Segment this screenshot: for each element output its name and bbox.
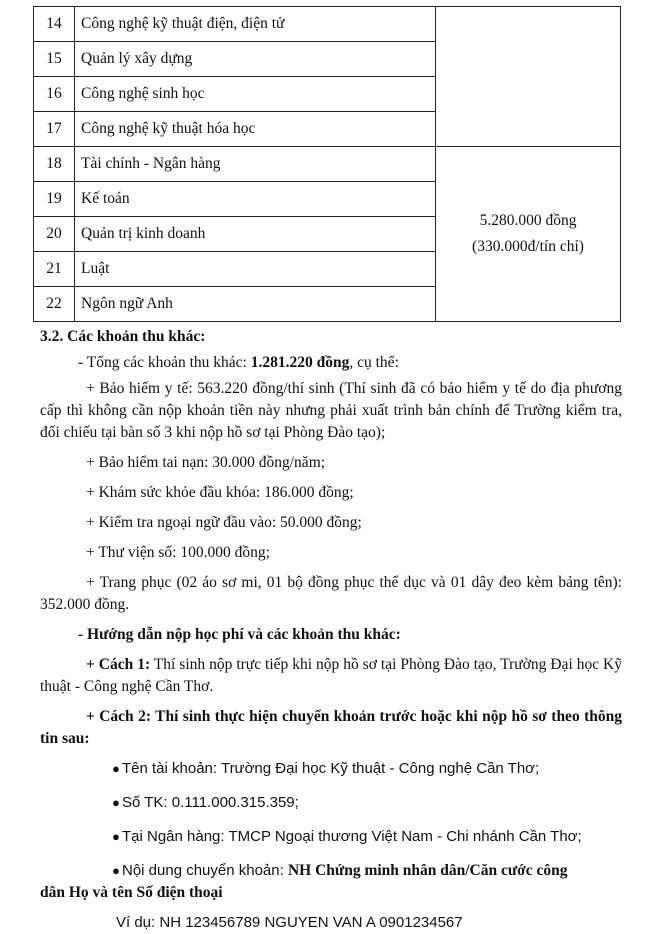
row-number: 21 (34, 252, 75, 287)
row-number: 15 (34, 42, 75, 77)
fee-table (33, 6, 621, 322)
health-insurance-item: + Bảo hiểm y tế: 563.220 đồng/thí sinh (Thí sinh đã có bảo hiểm y tế do địa phương cấp thì không cần nộp khoản tiền này nhưng phải xuất trình bản chính để Trường kiểm tra, đối chiếu tại bàn số 3 khi nộp hồ sơ tại Phòng Đào tạo); (40, 380, 622, 441)
major-name: Tài chính - Ngân hàng (75, 147, 436, 182)
row-number: 17 (34, 112, 75, 147)
major-name: Quản lý xây dựng (75, 42, 436, 77)
major-name: Công nghệ kỹ thuật điện, điện tử (75, 7, 436, 42)
fee-amount: 5.280.000 đồng (479, 211, 577, 229)
major-name: Luật (75, 252, 436, 287)
bullet-icon: ● (112, 863, 120, 878)
row-number: 19 (34, 182, 75, 217)
fee-per-credit: (330.000đ/tín chỉ) (472, 238, 584, 255)
total-amount: 1.281.220 đồng (250, 354, 350, 371)
bullet-transfer-content: ● Nội dung chuyển khoản: NH Chứng minh nhân dân/Căn cước công (40, 860, 622, 882)
row-number: 22 (34, 287, 75, 322)
bullet-icon: ● (112, 829, 120, 844)
payment-method-1: + Cách 1: Thí sinh nộp trực tiếp khi nộp hồ sơ tại Phòng Đào tạo, Trường Đại học Kỹ thuật - Công nghệ Cần Thơ. (40, 656, 622, 695)
row-number: 14 (34, 7, 75, 42)
health-checkup-item: + Khám sức khỏe đầu khóa: 186.000 đồng; (86, 484, 354, 501)
fee-cell-empty (436, 7, 621, 147)
major-name: Công nghệ sinh học (75, 77, 436, 112)
payment-guide-heading: - Hướng dẫn nộp học phí và các khoản thu khác: (78, 626, 401, 643)
section-heading: 3.2. Các khoản thu khác: (40, 328, 206, 345)
row-number: 16 (34, 77, 75, 112)
table-row (34, 147, 621, 182)
digital-library-item: + Thư viện số: 100.000 đồng; (86, 544, 270, 561)
bullet-account-number: ● Số TK: 0.111.000.315.359; (40, 792, 622, 814)
table-row (34, 7, 621, 42)
transfer-content-continued: dân Họ và tên Số điện thoại (40, 884, 223, 901)
language-test-item: + Kiểm tra ngoại ngữ đầu vào: 50.000 đồng; (86, 514, 362, 531)
row-number: 20 (34, 217, 75, 252)
bullet-icon: ● (112, 761, 120, 776)
bullet-icon: ● (112, 795, 120, 810)
uniform-item: + Trang phục (02 áo sơ mi, 01 bộ đồng phục thể dục và 01 dây đeo kèm bảng tên): 352.000 đồng. (40, 574, 622, 613)
total-fees-line: - Tổng các khoản thu khác: 1.281.220 đồng, cụ thể: (78, 354, 399, 371)
payment-method-2: + Cách 2: Thí sinh thực hiện chuyển khoản trước hoặc khi nộp hồ sơ theo thông tin sau: (40, 708, 622, 747)
transfer-example: Ví dụ: NH 123456789 NGUYEN VAN A 0901234567 (116, 914, 463, 931)
major-name: Kế toán (75, 182, 436, 217)
major-name: Công nghệ kỹ thuật hóa học (75, 112, 436, 147)
major-name: Quản trị kinh doanh (75, 217, 436, 252)
bullet-account-name: ● Tên tài khoản: Trường Đại học Kỹ thuật - Công nghệ Cần Thơ; (40, 758, 622, 780)
accident-insurance-item: + Bảo hiểm tai nạn: 30.000 đồng/năm; (86, 454, 326, 471)
major-name: Ngôn ngữ Anh (75, 287, 436, 322)
fee-cell (436, 147, 621, 322)
other-fees-section (40, 326, 622, 934)
row-number: 18 (34, 147, 75, 182)
bullet-bank: ● Tại Ngân hàng: TMCP Ngoại thương Việt Nam - Chi nhánh Cần Thơ; (40, 826, 622, 848)
